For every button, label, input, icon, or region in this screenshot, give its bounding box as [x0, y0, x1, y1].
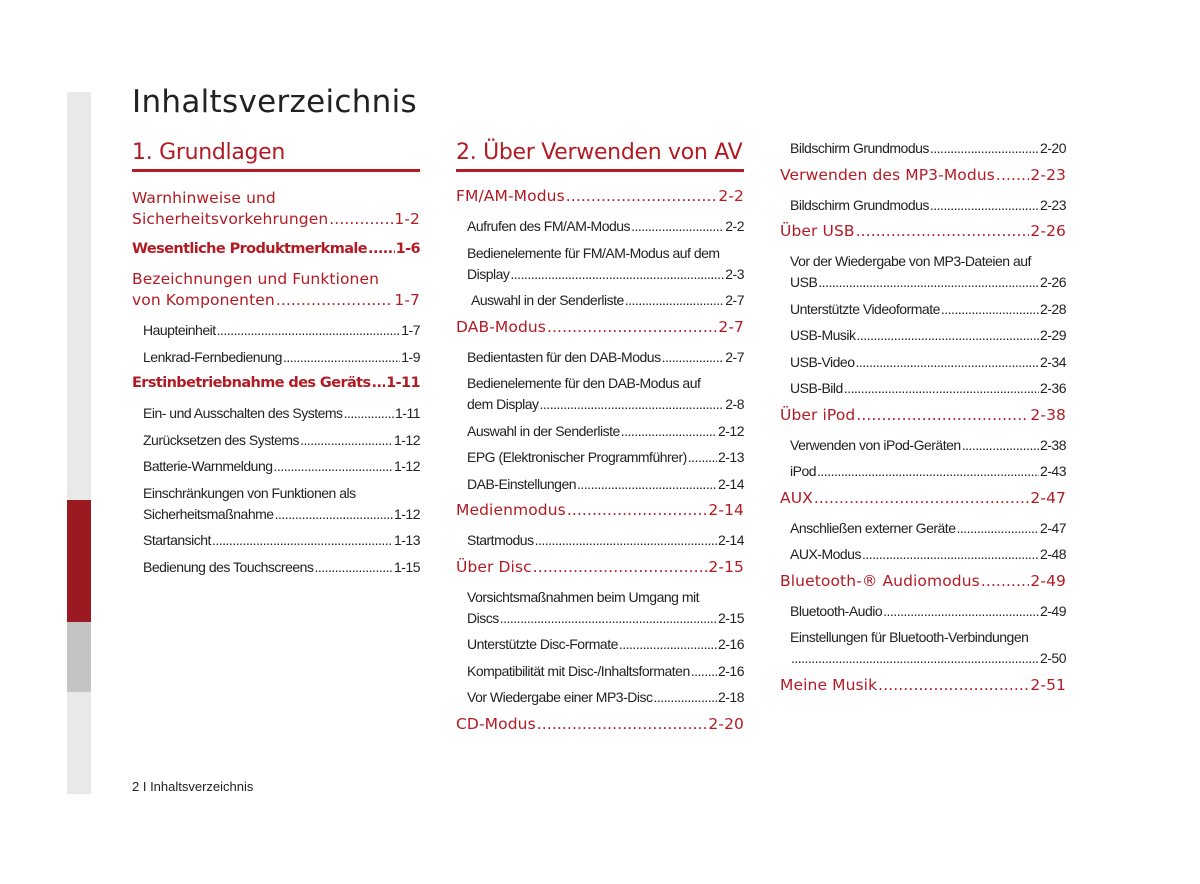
toc-entry-title-line: Vorsichtsmaßnahmen beim Umgang mit — [467, 588, 699, 605]
page-number: 2-23 — [1039, 196, 1066, 213]
page-number: 2-23 — [1030, 165, 1066, 184]
toc-subentry[interactable] — [467, 290, 744, 311]
toc-entry-title: Zurücksetzen des Systems — [143, 431, 300, 448]
toc-section-entry[interactable] — [780, 675, 1066, 696]
page-number: 1-9 — [401, 348, 420, 365]
toc-subentry[interactable] — [790, 195, 1066, 216]
toc-entry-title: AUX-Modus — [790, 546, 861, 562]
page-number: 1-6 — [395, 241, 420, 257]
toc-entry-title-line: Vor der Wiedergabe von MP3-Dateien auf — [790, 253, 1031, 269]
toc-subentry[interactable] — [467, 373, 744, 415]
toc-entry-line — [780, 221, 1066, 242]
dot-leader — [217, 320, 401, 341]
toc-entry-line — [143, 456, 420, 477]
page-number: 1-11 — [386, 375, 420, 391]
dot-leader — [535, 530, 717, 551]
toc-entry-line — [132, 290, 420, 311]
toc-entry-title: Sicherheitsmaßnahme — [143, 505, 274, 522]
page-number: 2-2 — [725, 218, 744, 234]
toc-entry-line — [143, 557, 420, 578]
page-number: 2-43 — [1039, 463, 1066, 479]
page-number: 2-36 — [1039, 380, 1066, 396]
toc-entry-line — [456, 500, 744, 521]
toc-entry-line — [143, 320, 420, 341]
toc-subentry[interactable] — [467, 687, 744, 708]
dot-leader — [368, 239, 395, 260]
dot-leader — [878, 675, 1029, 696]
toc-entry-title: Lenkrad-Fernbedienung — [143, 348, 282, 365]
dot-leader — [621, 421, 717, 442]
toc-entry-title-line: Einstellungen für Bluetooth-Verbindungen — [790, 629, 1029, 645]
toc-entry-title: Startmodus — [467, 532, 534, 548]
toc-entry-line — [790, 352, 1066, 373]
toc-entry-title-line: Bezeichnungen und Funktionen — [132, 270, 380, 288]
toc-subentry[interactable] — [790, 352, 1066, 373]
toc-subentry[interactable] — [467, 421, 744, 442]
toc-subentry[interactable] — [467, 587, 744, 629]
toc-entry-line — [790, 601, 1066, 622]
chapter-tab-active[interactable] — [67, 500, 91, 622]
toc-section-entry[interactable] — [780, 165, 1066, 186]
toc-subentry[interactable] — [790, 251, 1066, 293]
toc-entry-title: Bluetooth-® Audiomodus — [780, 571, 980, 590]
dot-leader — [566, 186, 718, 207]
page-number: 2-15 — [708, 557, 744, 576]
toc-entry-title: Anschließen externer Geräte — [790, 519, 956, 536]
toc-entry-title: Unterstützte Disc-Formate — [467, 636, 618, 652]
page-number: 1-11 — [395, 405, 420, 421]
toc-entry-title: Discs — [467, 609, 499, 626]
dot-leader — [533, 557, 708, 578]
toc-subentry[interactable] — [790, 601, 1066, 622]
toc-entry-line — [456, 317, 744, 338]
dot-leader — [283, 347, 400, 368]
page-number: 2-18 — [717, 689, 744, 705]
toc-entry-title: Über iPod — [780, 405, 856, 424]
toc-entry-title: Aufrufen des FM/AM-Modus — [467, 218, 631, 234]
dot-leader — [653, 687, 716, 708]
toc-section-entry[interactable] — [780, 571, 1066, 592]
toc-column-1 — [132, 138, 420, 583]
dot-leader — [996, 165, 1030, 186]
page-footer: 2 I Inhaltsverzeichnis — [132, 779, 254, 794]
page-number: 2-14 — [717, 532, 744, 548]
toc-entry-title: Erstinbetriebnahme des Geräts — [132, 375, 371, 391]
toc-subentry[interactable] — [467, 243, 744, 285]
toc-subentry[interactable] — [790, 435, 1066, 456]
page-number: 2-14 — [717, 475, 744, 492]
toc-subentry[interactable] — [790, 518, 1066, 539]
chapter-tab[interactable] — [67, 622, 91, 692]
dot-leader — [817, 461, 1039, 482]
toc-subentry[interactable] — [143, 347, 420, 368]
toc-entry-title: Auswahl in der Senderliste — [471, 292, 624, 308]
toc-entry-title: Über USB — [780, 222, 855, 240]
dot-leader — [500, 608, 717, 629]
toc-entry-line — [143, 403, 420, 424]
toc-subentry[interactable] — [467, 474, 744, 495]
page-number: 1-12 — [393, 505, 420, 522]
toc-section-entry[interactable] — [132, 239, 420, 260]
page-number: 2-7 — [725, 348, 744, 365]
toc-entry-line — [132, 209, 420, 230]
page-number: 1-7 — [401, 322, 420, 338]
toc-entry-line — [456, 714, 744, 735]
toc-section-entry[interactable] — [780, 405, 1066, 426]
dot-leader — [814, 488, 1030, 509]
dot-leader — [275, 504, 393, 525]
page-number: 2-48 — [1039, 546, 1066, 562]
toc-section-entry[interactable] — [456, 317, 744, 338]
page-number: 2-16 — [717, 636, 744, 652]
dot-leader — [344, 403, 394, 424]
toc-entry-line — [143, 347, 420, 368]
toc-entry-line — [790, 325, 1066, 346]
toc-entry-title: Haupteinheit — [143, 322, 216, 338]
toc-entry-title: AUX — [780, 488, 813, 507]
page-number: 1-7 — [394, 291, 420, 309]
toc-entry-line — [456, 186, 744, 207]
toc-entry-title: FM/AM-Modus — [456, 187, 565, 205]
toc-entry-title: Auswahl in der Senderliste — [467, 422, 620, 439]
page-number: 2-34 — [1039, 353, 1066, 370]
page-number: 2-20 — [1039, 140, 1066, 156]
toc-entry-title: DAB-Modus — [456, 317, 546, 336]
toc-entry-line — [467, 608, 744, 629]
toc-entry-title: Verwenden von iPod-Geräten — [790, 436, 961, 453]
dot-leader — [314, 557, 393, 578]
page-number: 2-3 — [725, 265, 744, 282]
toc-entry-title: Bildschirm Grundmodus — [790, 140, 929, 156]
toc-entry-line — [132, 373, 420, 394]
toc-section-entry[interactable] — [132, 269, 420, 311]
toc-section-entry[interactable] — [780, 488, 1066, 509]
toc-subentry[interactable] — [790, 138, 1066, 159]
dot-leader — [537, 714, 708, 735]
dot-leader — [818, 272, 1039, 293]
dot-leader — [540, 394, 725, 415]
toc-entry-line — [456, 557, 744, 578]
toc-entry-line — [790, 195, 1066, 216]
toc-entry-line — [143, 504, 420, 525]
toc-entry-line — [790, 138, 1066, 159]
toc-entry-title: Meine Musik — [780, 675, 878, 694]
toc-entry-line — [790, 461, 1066, 482]
dot-leader — [862, 544, 1039, 565]
toc-entry-line — [790, 544, 1066, 565]
page-number: 2-13 — [717, 449, 744, 465]
toc-subentry[interactable] — [790, 299, 1066, 320]
page-number: 1-12 — [393, 458, 420, 474]
toc-entry-line — [790, 272, 1066, 293]
toc-column-2 — [456, 138, 744, 744]
toc-entry-title: iPod — [790, 463, 817, 479]
toc-entry-title: Medienmodus — [456, 501, 566, 519]
toc-entry-line — [467, 530, 744, 551]
page-number: 1-13 — [393, 532, 420, 548]
toc-entry-line — [143, 530, 420, 551]
toc-entry-title: Batterie-Warnmeldung — [143, 458, 273, 474]
dot-leader — [791, 648, 1039, 669]
dot-leader — [883, 601, 1039, 622]
page-number: 2-20 — [708, 714, 744, 733]
toc-entry-title-line: Einschränkungen von Funktionen als — [143, 484, 356, 501]
toc-entry-line — [467, 421, 744, 442]
toc-entry-title: USB — [790, 274, 818, 290]
toc-entry-line — [790, 435, 1066, 456]
toc-subentry[interactable] — [143, 530, 420, 551]
toc-entry-title: USB-Video — [790, 353, 855, 370]
toc-entry-title: Bildschirm Grundmodus — [790, 196, 929, 213]
toc-entry-line — [143, 430, 420, 451]
dot-leader — [329, 209, 393, 230]
page-number: 2-15 — [717, 609, 744, 626]
toc-subentry[interactable] — [143, 557, 420, 578]
page-number: 2-26 — [1039, 274, 1066, 290]
toc-entry-line — [467, 687, 744, 708]
toc-entry-line — [467, 474, 744, 495]
page-number: 2-28 — [1039, 300, 1066, 317]
dot-leader — [577, 474, 717, 495]
toc-subentry[interactable] — [467, 447, 744, 468]
dot-leader — [962, 435, 1039, 456]
toc-subentry[interactable] — [143, 430, 420, 451]
toc-entry-line — [780, 488, 1066, 509]
toc-subentry[interactable] — [790, 627, 1066, 669]
toc-column-3 — [780, 138, 1066, 705]
toc-subentry[interactable] — [467, 216, 744, 237]
toc-section-entry[interactable] — [456, 500, 744, 521]
page-number: 2-47 — [1030, 488, 1066, 507]
toc-entry-line — [467, 347, 744, 368]
toc-entry-title: USB-Bild — [790, 380, 843, 396]
toc-entry-title: dem Display — [467, 396, 539, 412]
toc-entry-line — [467, 447, 744, 468]
toc-entry-title-line: Bedienelemente für FM/AM-Modus auf dem — [467, 244, 720, 261]
page-number: 1-2 — [394, 210, 420, 228]
dot-leader — [631, 216, 724, 237]
toc-subentry[interactable] — [467, 634, 744, 655]
dot-leader — [857, 325, 1039, 346]
page-number: 2-8 — [725, 396, 744, 412]
toc-entry-title: Verwenden des MP3-Modus — [780, 165, 995, 184]
toc-section-entry[interactable] — [132, 188, 420, 230]
dot-leader — [625, 290, 725, 311]
dot-leader — [930, 195, 1039, 216]
page-number: 2-16 — [717, 662, 744, 679]
toc-subentry[interactable] — [143, 403, 420, 424]
toc-entry-title: Ein- und Ausschalten des Systems — [143, 405, 343, 421]
toc-subentry[interactable] — [467, 347, 744, 368]
toc-entry-line — [132, 239, 420, 260]
dot-leader — [372, 373, 386, 394]
toc-section-entry[interactable] — [456, 714, 744, 735]
toc-entry-title: Über Disc — [456, 557, 532, 576]
dot-leader — [300, 430, 393, 451]
page-number: 2-29 — [1039, 327, 1066, 343]
toc-entry-line — [780, 405, 1066, 426]
dot-leader — [274, 456, 393, 477]
toc-entry-line — [780, 165, 1066, 186]
page-number: 2-49 — [1039, 602, 1066, 619]
page-number: 2-38 — [1030, 405, 1066, 424]
dot-leader — [930, 138, 1039, 159]
page-number: 2-51 — [1030, 675, 1066, 694]
toc-entry-line — [780, 675, 1066, 696]
dot-leader — [276, 290, 394, 311]
toc-entry-line — [780, 571, 1066, 592]
dot-leader — [688, 447, 717, 468]
dot-leader — [547, 317, 717, 338]
toc-subentry[interactable] — [790, 378, 1066, 399]
toc-entry-line — [790, 299, 1066, 320]
toc-entry-line — [790, 518, 1066, 539]
dot-leader — [567, 500, 708, 521]
toc-entry-title: Unterstützte Videoformate — [790, 300, 940, 317]
toc-entry-line — [467, 394, 744, 415]
toc-entry-title: Bedientasten für den DAB-Modus — [467, 348, 661, 365]
dot-leader — [212, 530, 393, 551]
page-number: 2-26 — [1030, 222, 1066, 240]
toc-entry-title: Sicherheitsvorkehrungen — [132, 210, 329, 228]
page-number: 2-2 — [718, 187, 744, 205]
page-number: 1-15 — [393, 558, 420, 575]
toc-subentry[interactable] — [467, 530, 744, 551]
toc-entry-title: Bedienung des Touchscreens — [143, 558, 314, 575]
dot-leader — [856, 405, 1029, 426]
page-number: 2-50 — [1039, 650, 1066, 666]
dot-leader — [856, 221, 1030, 242]
chapter-heading: 1. Grundlagen — [132, 138, 420, 172]
toc-entry-title: Wesentliche Produktmerkmale — [132, 241, 368, 257]
toc-subentry[interactable] — [467, 661, 744, 682]
toc-subentry[interactable] — [143, 320, 420, 341]
page-number: 2-38 — [1039, 436, 1066, 453]
toc-entry-title-line: Bedienelemente für den DAB-Modus auf — [467, 375, 701, 391]
page-number: 2-49 — [1030, 571, 1066, 590]
page-number: 1-12 — [393, 431, 420, 448]
toc-entry-title: Display — [467, 265, 510, 282]
dot-leader — [662, 347, 725, 368]
dot-leader — [956, 518, 1038, 539]
page-number: 2-7 — [725, 292, 744, 308]
toc-entry-line — [790, 648, 1066, 669]
dot-leader — [510, 264, 724, 285]
dot-leader — [691, 661, 717, 682]
toc-entry-title: EPG (Elektronischer Programmführer) — [467, 449, 687, 465]
toc-entry-title: USB-Musik — [790, 327, 856, 343]
toc-section-entry[interactable] — [456, 186, 744, 207]
toc-entry-title: CD-Modus — [456, 714, 536, 733]
toc-entry-title: von Komponenten — [132, 291, 275, 309]
toc-subentry[interactable] — [143, 483, 420, 525]
toc-section-entry[interactable] — [780, 221, 1066, 242]
toc-section-entry[interactable] — [456, 557, 744, 578]
dot-leader — [856, 352, 1039, 373]
toc-subentry[interactable] — [143, 456, 420, 477]
toc-entry-line — [467, 216, 744, 237]
toc-entry-line — [467, 264, 744, 285]
toc-entry-title: Startansicht — [143, 532, 211, 548]
toc-section-entry[interactable] — [132, 373, 420, 394]
toc-subentry[interactable] — [790, 325, 1066, 346]
toc-entry-line — [471, 290, 744, 311]
toc-entry-title: DAB-Einstellungen — [467, 475, 577, 492]
toc-entry-title: Vor Wiedergabe einer MP3-Disc — [467, 689, 653, 705]
toc-subentry[interactable] — [790, 544, 1066, 565]
toc-entry-title: Kompatibilität mit Disc-/Inhaltsformaten — [467, 662, 690, 679]
dot-leader — [619, 634, 717, 655]
chapter-heading: 2. Über Verwenden von AV — [456, 138, 744, 172]
toc-entry-line — [467, 661, 744, 682]
dot-leader — [981, 571, 1030, 592]
page-number: 2-12 — [717, 422, 744, 439]
dot-leader — [844, 378, 1039, 399]
toc-entry-title-line: Warnhinweise und — [132, 189, 276, 207]
dot-leader — [941, 299, 1039, 320]
page-title: Inhaltsverzeichnis — [132, 84, 417, 120]
toc-entry-line — [790, 378, 1066, 399]
toc-subentry[interactable] — [790, 461, 1066, 482]
toc-entry-line — [467, 634, 744, 655]
toc-entry-title: Bluetooth-Audio — [790, 602, 883, 619]
page-number: 2-47 — [1039, 519, 1066, 536]
page-number: 2-14 — [708, 501, 744, 519]
page-number: 2-7 — [718, 317, 744, 336]
